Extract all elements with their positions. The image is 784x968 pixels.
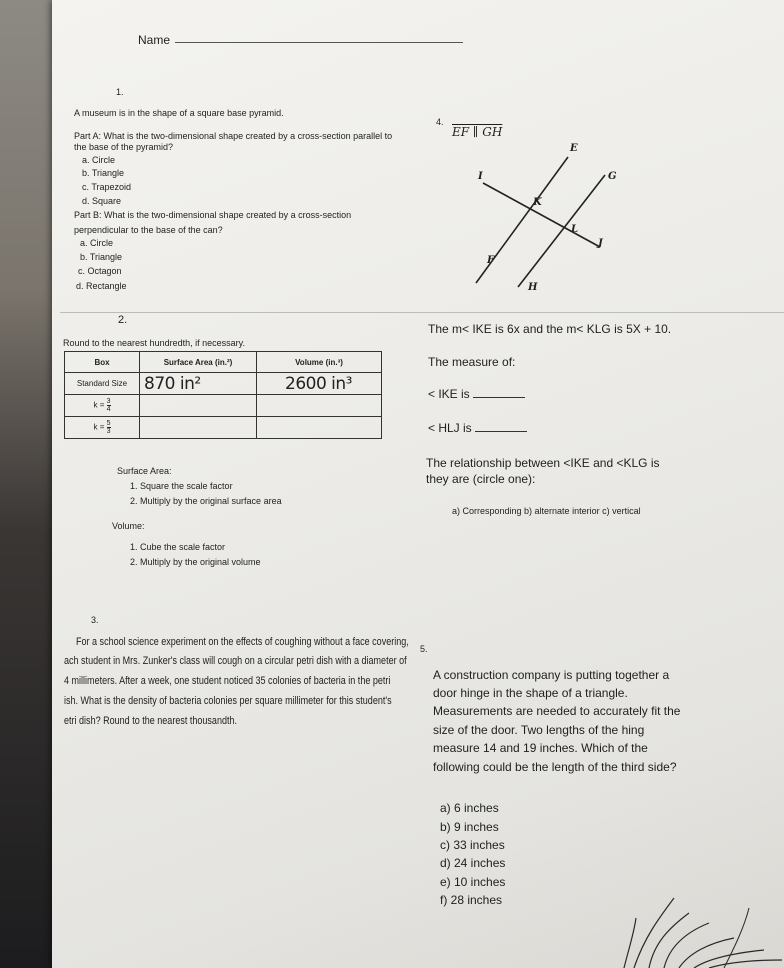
relationship-line2: they are (circle one): xyxy=(426,472,536,486)
table-header-row xyxy=(65,352,382,373)
q1-partB-line1: Part B: What is the two-dimensional shape created by a cross-section xyxy=(74,210,352,220)
scale-factor-table xyxy=(64,351,382,439)
q5-line: A construction company is putting together a xyxy=(433,668,670,682)
k-fraction xyxy=(107,420,111,435)
table-row xyxy=(65,373,382,395)
sa-step: 1. Square the scale factor xyxy=(130,481,233,491)
angle-given-text: The m< IKE is 6x and the m< KLG is 5X + 10. xyxy=(428,322,672,336)
k-denominator: 3 xyxy=(106,428,111,435)
q3-line: 4 millimeters. After a week, one student noticed 35 colonies of bacteria in the petri xyxy=(64,675,391,687)
cell-surface-area[interactable] xyxy=(140,395,257,417)
sa-step: 2. Multiply by the original surface area xyxy=(130,496,282,506)
q5-line: door hinge in the shape of a triangle. xyxy=(433,686,628,700)
hlj-label: < HLJ is xyxy=(428,421,472,435)
q3-number: 3. xyxy=(91,615,99,625)
hlj-answer-blank[interactable] xyxy=(475,421,527,432)
plant-silhouette xyxy=(614,888,784,968)
k-label: k = xyxy=(93,400,105,410)
cell-volume[interactable] xyxy=(257,417,382,439)
q1-partB-option[interactable]: a. Circle xyxy=(80,238,114,248)
measure-of-label: The measure of: xyxy=(428,355,516,369)
volume-step: 1. Cube the scale factor xyxy=(130,542,226,552)
q1-partA-option[interactable]: b. Triangle xyxy=(82,168,125,178)
q5-line: following could be the length of the third side? xyxy=(433,760,677,774)
q1-partA-option[interactable]: d. Square xyxy=(82,196,122,206)
sa-title: Surface Area: xyxy=(117,466,172,476)
line-GH xyxy=(518,175,605,287)
k-numerator: 5 xyxy=(106,420,111,427)
q3-line: For a school science experiment on the effects of coughing without a face covering, xyxy=(76,636,409,648)
q4-parallel-statement: EF ∥ GH xyxy=(452,125,503,139)
ike-answer-blank[interactable] xyxy=(473,387,525,398)
name-line[interactable] xyxy=(175,42,463,43)
q1-partB-option[interactable]: d. Rectangle xyxy=(76,281,127,291)
q1-partB-option[interactable]: b. Triangle xyxy=(80,252,123,262)
label-F: F xyxy=(487,255,495,266)
q5-option[interactable]: e) 10 inches xyxy=(440,875,506,889)
label-E: E xyxy=(570,143,578,154)
q5-option[interactable]: c) 33 inches xyxy=(440,838,505,852)
q5-option[interactable]: d) 24 inches xyxy=(440,856,506,870)
label-L: L xyxy=(571,224,579,235)
q3-line: ach student in Mrs. Zunker's class will cough on a circular petri dish with a diameter of xyxy=(64,655,407,667)
k-numerator: 3 xyxy=(106,398,111,405)
table-row xyxy=(65,417,382,439)
q4-number: 4. xyxy=(436,117,444,127)
label-K: K xyxy=(533,197,542,208)
ike-label: < IKE is xyxy=(428,387,470,401)
header-volume: Volume (in.³) xyxy=(257,352,382,373)
cell-volume[interactable] xyxy=(257,395,382,417)
volume-title: Volume: xyxy=(112,521,145,531)
label-G: G xyxy=(608,171,617,182)
handwritten-answer: 870 in² xyxy=(144,373,201,394)
q2-instruction: Round to the nearest hundredth, if necessary. xyxy=(63,338,245,348)
ike-prompt xyxy=(428,387,525,401)
cell-box xyxy=(65,417,140,439)
q3-line: ish. What is the density of bacteria colonies per square millimeter for this student's xyxy=(64,695,392,707)
relationship-line1: The relationship between <IKE and <KLG is xyxy=(426,456,660,470)
q1-partA-line2: the base of the pyramid? xyxy=(74,142,174,152)
q5-option[interactable]: f) 28 inches xyxy=(440,893,503,907)
q5-option[interactable]: a) 6 inches xyxy=(440,801,499,815)
section-divider xyxy=(60,312,784,313)
cell-box: Standard Size xyxy=(65,373,140,395)
q3-line: etri dish? Round to the nearest thousandth. xyxy=(64,715,238,727)
q5-line: size of the door. Two lengths of the hing xyxy=(433,723,645,737)
q1-number: 1. xyxy=(116,87,124,97)
label-I: I xyxy=(478,171,483,182)
header-box: Box xyxy=(65,352,140,373)
volume-step: 2. Multiply by the original volume xyxy=(130,557,261,567)
q5-line: measure 14 and 19 inches. Which of the xyxy=(433,741,648,755)
name-label: Name xyxy=(138,33,171,47)
cell-box xyxy=(65,395,140,417)
cell-surface-area[interactable] xyxy=(140,417,257,439)
k-label: k = xyxy=(93,422,105,432)
label-J: J xyxy=(598,238,603,249)
q5-line: Measurements are needed to accurately fit the xyxy=(433,704,681,718)
header-surface-area: Surface Area (in.²) xyxy=(140,352,257,373)
table-row xyxy=(65,395,382,417)
hlj-prompt xyxy=(428,421,527,435)
q5-option[interactable]: b) 9 inches xyxy=(440,820,499,834)
handwritten-answer: 2600 in³ xyxy=(285,373,352,394)
cell-surface-area[interactable] xyxy=(140,373,257,395)
q5-number: 5. xyxy=(420,644,428,654)
relationship-choices[interactable]: a) Corresponding b) alternate interior c) vertical xyxy=(452,506,641,516)
q1-partB-line2: perpendicular to the base of the can? xyxy=(74,225,223,235)
k-fraction xyxy=(107,398,111,413)
q1-partA-option[interactable]: c. Trapezoid xyxy=(82,182,132,192)
q1-partA-option[interactable]: a. Circle xyxy=(82,155,116,165)
cell-volume[interactable] xyxy=(257,373,382,395)
q2-number: 2. xyxy=(118,314,128,326)
q1-partA-line1: Part A: What is the two-dimensional shape created by a cross-section parallel to xyxy=(74,131,393,141)
parallel-lines-diagram xyxy=(440,135,640,305)
q1-intro: A museum is in the shape of a square base pyramid. xyxy=(74,108,284,118)
q1-partB-option[interactable]: c. Octagon xyxy=(78,266,122,276)
k-denominator: 4 xyxy=(106,406,111,413)
label-H: H xyxy=(528,282,538,293)
